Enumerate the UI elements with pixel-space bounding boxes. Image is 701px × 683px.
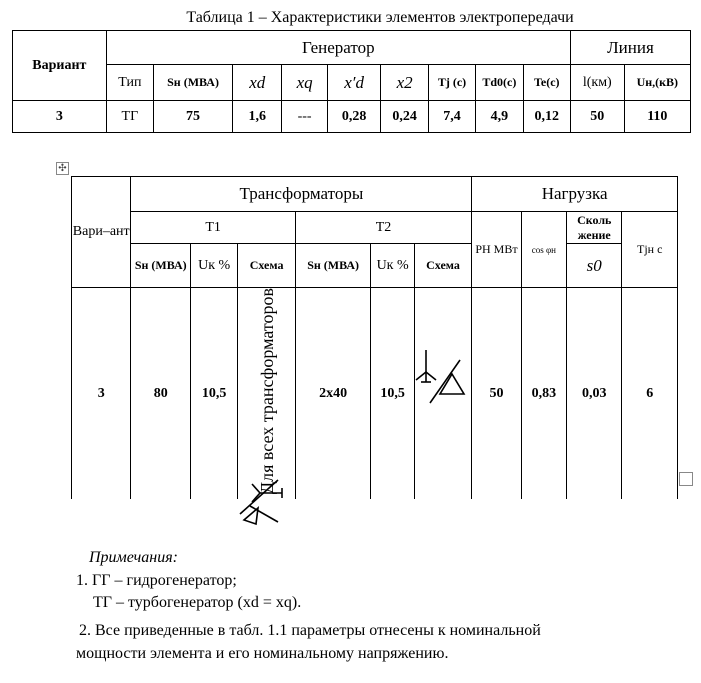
col-slip: Сколь жение (567, 212, 622, 244)
variant-header: Вариант (13, 31, 107, 101)
note-1a: 1. ГГ – гидрогенератор; (76, 572, 237, 589)
table2-row (72, 288, 678, 500)
cell2-t1-sn: 80 (131, 288, 190, 500)
col-type: Тип (106, 65, 153, 101)
col-pn: PН МВт (472, 212, 521, 288)
cell2-t1-uk: 10,5 (190, 288, 237, 500)
note-2a: 2. Все приведенные в табл. 1.1 параметры отнесены к номинальной (79, 622, 541, 639)
table-move-handle-icon[interactable]: ✣ (56, 162, 69, 175)
cell-xd-prime: 0,28 (327, 101, 381, 133)
col-tj: Tj (c) (428, 65, 475, 101)
col-xd: xd (233, 65, 282, 101)
col-l: l(км) (570, 65, 624, 101)
table1 (12, 30, 691, 133)
generator-header: Генератор (106, 31, 570, 65)
cell-tj: 7,4 (428, 101, 475, 133)
cell2-variant: 3 (72, 288, 131, 500)
load-header: Нагрузка (472, 177, 678, 212)
cell-type: ТГ (106, 101, 153, 133)
note-2b: мощности элемента и его номинальному напряжению. (76, 645, 449, 662)
cell-xq: --- (282, 101, 327, 133)
col-un: Uн,(кВ) (624, 65, 690, 101)
cell-variant: 3 (13, 101, 107, 133)
scheme-vertical-text: Для всех трансформаторов (256, 288, 277, 495)
t1-header: Т1 (131, 212, 295, 244)
t1-col-sn: Sн (МВА) (131, 244, 190, 288)
col-tjn: Tjн с (622, 212, 678, 288)
col-xq: xq (282, 65, 327, 101)
col-cos: cos φн (521, 212, 566, 288)
table1-row (13, 101, 691, 133)
col-xd-prime: x′d (327, 65, 381, 101)
cell2-tjn: 6 (622, 288, 678, 500)
line-header: Линия (570, 31, 690, 65)
table2 (71, 176, 678, 499)
notes-heading: Примечания: (89, 549, 178, 566)
col-s0: s0 (567, 244, 622, 288)
cell2-t2-uk: 10,5 (371, 288, 414, 500)
col-sn: Sн (МВА) (154, 65, 233, 101)
transformer-star-delta-icon (408, 346, 472, 406)
t1-col-scheme: Схема (238, 244, 295, 288)
cell-un: 110 (624, 101, 690, 133)
cell-sn: 75 (154, 101, 233, 133)
cell-td0: 4,9 (476, 101, 523, 133)
col-te: Te(c) (523, 65, 570, 101)
cell2-t1-scheme (238, 288, 295, 500)
cell-l: 50 (570, 101, 624, 133)
table1-caption: Таблица 1 – Характеристики элементов электропередачи (186, 9, 574, 26)
t2-col-sn: Sн (МВА) (295, 244, 371, 288)
cell2-cos: 0,83 (521, 288, 566, 500)
cell2-s0: 0,03 (567, 288, 622, 500)
t2-col-uk: Uк % (371, 244, 414, 288)
col-td0: Td0(c) (476, 65, 523, 101)
cell-te: 0,12 (523, 101, 570, 133)
t1-col-uk: Uк % (190, 244, 237, 288)
cell2-pn: 50 (472, 288, 521, 500)
variant2-header: Вари–ант (72, 177, 131, 288)
transformer-star-delta-icon-lower (234, 476, 290, 530)
cell-x2: 0,24 (381, 101, 428, 133)
transformers-header: Трансформаторы (131, 177, 472, 212)
note-1b: ТГ – турбогенератор (xd = xq). (93, 594, 302, 611)
t2-header: Т2 (295, 212, 471, 244)
table-resize-handle[interactable] (679, 472, 693, 486)
cell-xd: 1,6 (233, 101, 282, 133)
col-x2: x2 (381, 65, 428, 101)
cell2-t2-sn: 2x40 (295, 288, 371, 500)
t2-col-scheme: Схема (414, 244, 471, 288)
